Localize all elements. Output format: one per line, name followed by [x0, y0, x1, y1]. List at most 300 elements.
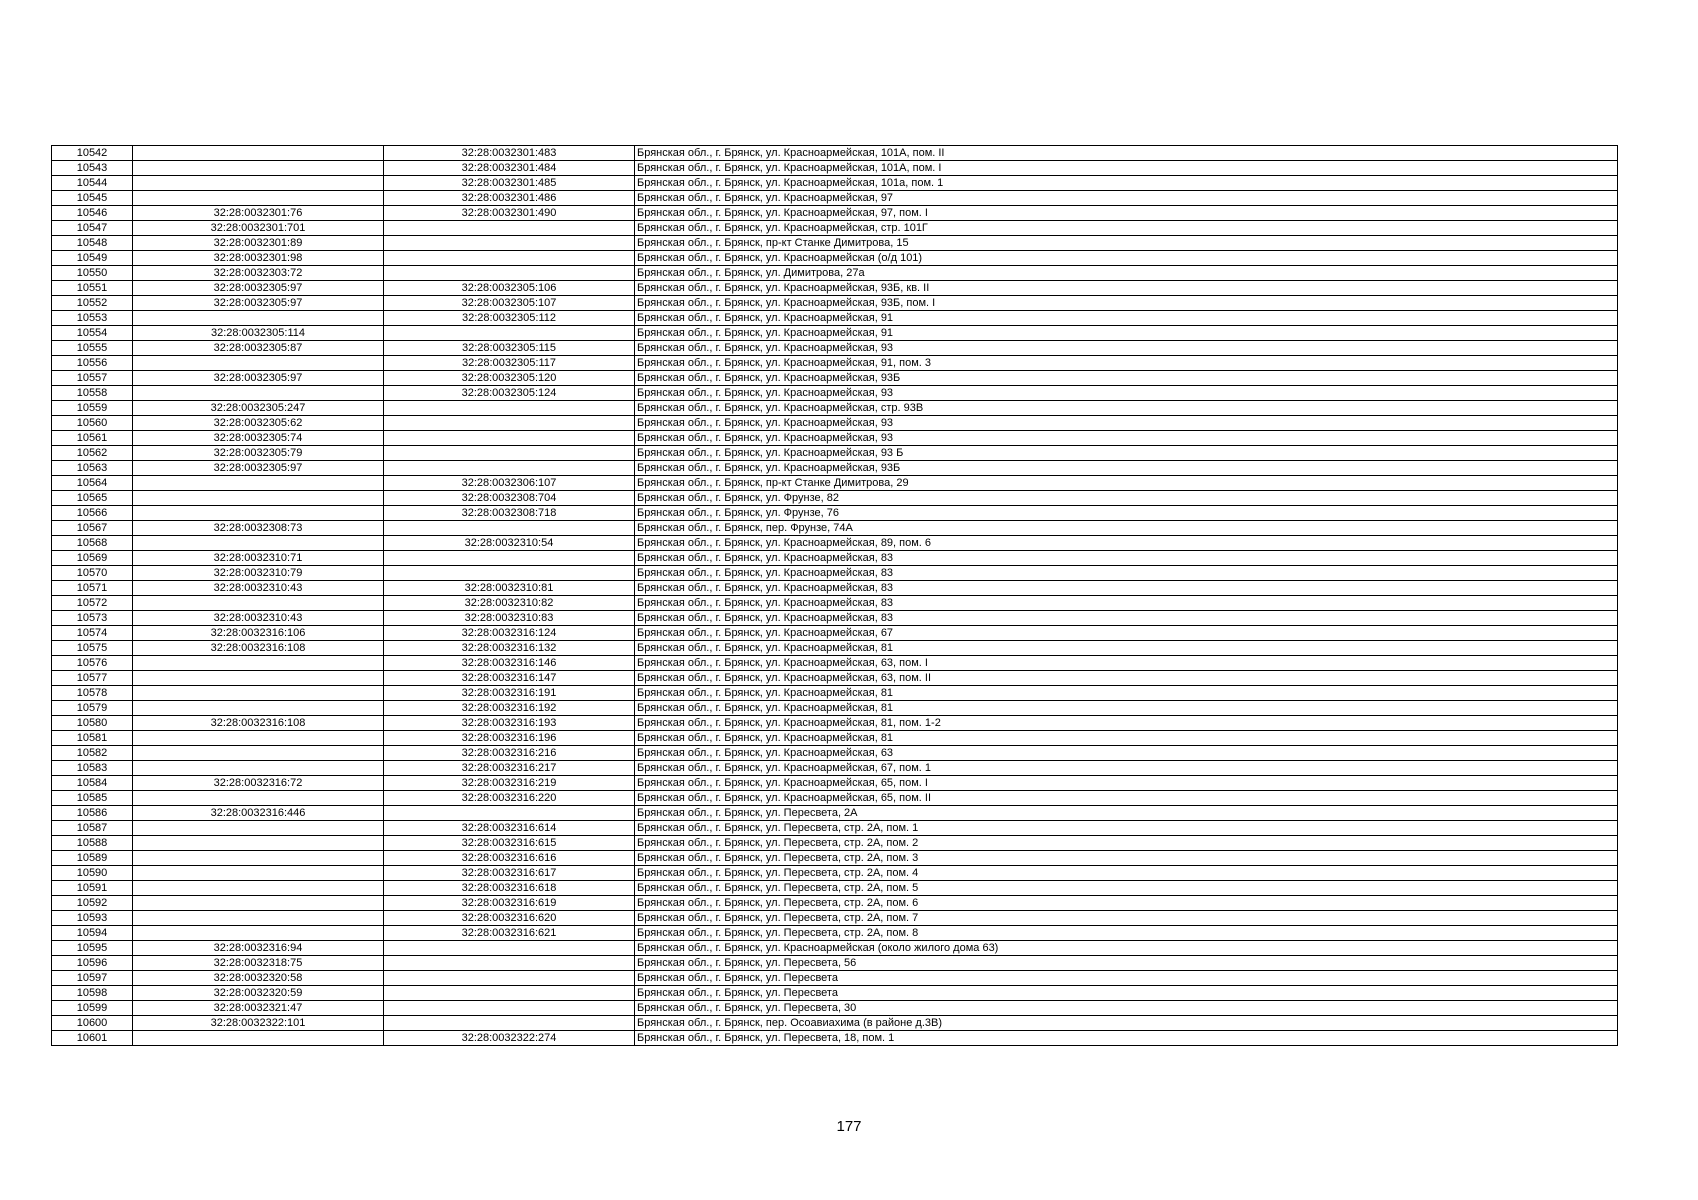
table-row: [52, 1031, 1618, 1046]
object-cadastral-number-cell: [384, 1001, 635, 1016]
row-number-cell: 10583: [52, 761, 133, 776]
table-row: [52, 251, 1618, 266]
table-row: [52, 686, 1618, 701]
object-cadastral-number-cell: 32:28:0032305:117: [384, 356, 635, 371]
land-cadastral-number-cell: [133, 881, 384, 896]
land-cadastral-number-cell: [133, 836, 384, 851]
object-cadastral-number-cell: 32:28:0032305:124: [384, 386, 635, 401]
table-row: [52, 521, 1618, 536]
land-cadastral-number-cell: [133, 701, 384, 716]
land-cadastral-number-cell: 32:28:0032308:73: [133, 521, 384, 536]
table-row: [52, 581, 1618, 596]
table-row: [52, 206, 1618, 221]
object-cadastral-number-cell: [384, 251, 635, 266]
address-cell: Брянская обл., г. Брянск, ул. Красноармейская, 101А, пом. I: [635, 161, 1618, 176]
table-row: [52, 326, 1618, 341]
address-cell: Брянская обл., г. Брянск, ул. Красноармейская, 81: [635, 701, 1618, 716]
object-cadastral-number-cell: [384, 521, 635, 536]
object-cadastral-number-cell: 32:28:0032301:485: [384, 176, 635, 191]
address-cell: Брянская обл., г. Брянск, ул. Красноармейская, 91, пом. 3: [635, 356, 1618, 371]
row-number-cell: 10558: [52, 386, 133, 401]
table-row: [52, 806, 1618, 821]
row-number-cell: 10567: [52, 521, 133, 536]
object-cadastral-number-cell: [384, 401, 635, 416]
address-cell: Брянская обл., г. Брянск, пер. Осоавиахима (в районе д.3В): [635, 1016, 1618, 1031]
land-cadastral-number-cell: 32:28:0032316:72: [133, 776, 384, 791]
table-row: [52, 941, 1618, 956]
table-row: [52, 701, 1618, 716]
table-row: [52, 836, 1618, 851]
registry-table-body: [52, 146, 1618, 1046]
table-row: [52, 341, 1618, 356]
address-cell: Брянская обл., г. Брянск, ул. Пересвета, стр. 2А, пом. 2: [635, 836, 1618, 851]
land-cadastral-number-cell: 32:28:0032305:87: [133, 341, 384, 356]
row-number-cell: 10592: [52, 896, 133, 911]
address-cell: Брянская обл., г. Брянск, ул. Красноармейская, 81: [635, 731, 1618, 746]
address-cell: Брянская обл., г. Брянск, ул. Красноармейская, 97, пом. I: [635, 206, 1618, 221]
address-cell: Брянская обл., г. Брянск, ул. Красноармейская, 93: [635, 341, 1618, 356]
object-cadastral-number-cell: 32:28:0032316:147: [384, 671, 635, 686]
row-number-cell: 10586: [52, 806, 133, 821]
object-cadastral-number-cell: 32:28:0032310:54: [384, 536, 635, 551]
address-cell: Брянская обл., г. Брянск, ул. Красноармейская, 63, пом. I: [635, 656, 1618, 671]
object-cadastral-number-cell: [384, 221, 635, 236]
object-cadastral-number-cell: [384, 1016, 635, 1031]
land-cadastral-number-cell: 32:28:0032303:72: [133, 266, 384, 281]
address-cell: Брянская обл., г. Брянск, ул. Красноармейская, стр. 101Г: [635, 221, 1618, 236]
address-cell: Брянская обл., г. Брянск, ул. Красноармейская, 81: [635, 686, 1618, 701]
table-row: [52, 311, 1618, 326]
row-number-cell: 10553: [52, 311, 133, 326]
address-cell: Брянская обл., г. Брянск, ул. Пересвета, стр. 2А, пом. 5: [635, 881, 1618, 896]
row-number-cell: 10587: [52, 821, 133, 836]
land-cadastral-number-cell: [133, 926, 384, 941]
row-number-cell: 10593: [52, 911, 133, 926]
row-number-cell: 10561: [52, 431, 133, 446]
object-cadastral-number-cell: 32:28:0032316:124: [384, 626, 635, 641]
address-cell: Брянская обл., г. Брянск, ул. Пересвета, стр. 2А, пом. 7: [635, 911, 1618, 926]
land-cadastral-number-cell: 32:28:0032305:79: [133, 446, 384, 461]
object-cadastral-number-cell: [384, 416, 635, 431]
row-number-cell: 10590: [52, 866, 133, 881]
row-number-cell: 10559: [52, 401, 133, 416]
object-cadastral-number-cell: 32:28:0032316:217: [384, 761, 635, 776]
land-cadastral-number-cell: [133, 476, 384, 491]
land-cadastral-number-cell: 32:28:0032320:58: [133, 971, 384, 986]
object-cadastral-number-cell: 32:28:0032301:490: [384, 206, 635, 221]
table-row: [52, 851, 1618, 866]
table-row: [52, 536, 1618, 551]
address-cell: Брянская обл., г. Брянск, ул. Красноармейская, 93Б: [635, 461, 1618, 476]
table-row: [52, 746, 1618, 761]
table-row: [52, 191, 1618, 206]
table-row: [52, 506, 1618, 521]
row-number-cell: 10571: [52, 581, 133, 596]
land-cadastral-number-cell: 32:28:0032310:79: [133, 566, 384, 581]
row-number-cell: 10594: [52, 926, 133, 941]
land-cadastral-number-cell: [133, 656, 384, 671]
table-row: [52, 416, 1618, 431]
row-number-cell: 10581: [52, 731, 133, 746]
object-cadastral-number-cell: 32:28:0032316:617: [384, 866, 635, 881]
object-cadastral-number-cell: [384, 551, 635, 566]
address-cell: Брянская обл., г. Брянск, ул. Красноармейская, 83: [635, 551, 1618, 566]
row-number-cell: 10550: [52, 266, 133, 281]
address-cell: Брянская обл., г. Брянск, ул. Пересвета, 30: [635, 1001, 1618, 1016]
land-cadastral-number-cell: 32:28:0032322:101: [133, 1016, 384, 1031]
address-cell: Брянская обл., г. Брянск, ул. Красноармейская, 67: [635, 626, 1618, 641]
row-number-cell: 10554: [52, 326, 133, 341]
address-cell: Брянская обл., г. Брянск, ул. Красноармейская, 81: [635, 641, 1618, 656]
row-number-cell: 10552: [52, 296, 133, 311]
object-cadastral-number-cell: 32:28:0032316:146: [384, 656, 635, 671]
row-number-cell: 10545: [52, 191, 133, 206]
object-cadastral-number-cell: [384, 326, 635, 341]
land-cadastral-number-cell: 32:28:0032301:89: [133, 236, 384, 251]
land-cadastral-number-cell: 32:28:0032305:62: [133, 416, 384, 431]
land-cadastral-number-cell: [133, 866, 384, 881]
table-row: [52, 956, 1618, 971]
address-cell: Брянская обл., г. Брянск, ул. Красноармейская, 91: [635, 326, 1618, 341]
row-number-cell: 10549: [52, 251, 133, 266]
table-row: [52, 176, 1618, 191]
table-row: [52, 911, 1618, 926]
row-number-cell: 10577: [52, 671, 133, 686]
land-cadastral-number-cell: 32:28:0032305:97: [133, 461, 384, 476]
object-cadastral-number-cell: 32:28:0032306:107: [384, 476, 635, 491]
object-cadastral-number-cell: 32:28:0032316:192: [384, 701, 635, 716]
table-row: [52, 926, 1618, 941]
land-cadastral-number-cell: [133, 896, 384, 911]
address-cell: Брянская обл., г. Брянск, ул. Пересвета, стр. 2А, пом. 4: [635, 866, 1618, 881]
land-cadastral-number-cell: [133, 731, 384, 746]
registry-table: [51, 145, 1618, 1046]
row-number-cell: 10555: [52, 341, 133, 356]
table-row: [52, 731, 1618, 746]
table-row: [52, 356, 1618, 371]
object-cadastral-number-cell: 32:28:0032316:193: [384, 716, 635, 731]
land-cadastral-number-cell: [133, 671, 384, 686]
table-row: [52, 1016, 1618, 1031]
table-row: [52, 626, 1618, 641]
table-row: [52, 161, 1618, 176]
land-cadastral-number-cell: [133, 746, 384, 761]
row-number-cell: 10564: [52, 476, 133, 491]
object-cadastral-number-cell: [384, 971, 635, 986]
land-cadastral-number-cell: 32:28:0032301:98: [133, 251, 384, 266]
table-row: [52, 776, 1618, 791]
land-cadastral-number-cell: [133, 161, 384, 176]
address-cell: Брянская обл., г. Брянск, ул. Красноармейская, 65, пом. I: [635, 776, 1618, 791]
row-number-cell: 10562: [52, 446, 133, 461]
object-cadastral-number-cell: [384, 461, 635, 476]
address-cell: Брянская обл., г. Брянск, пр-кт Станке Димитрова, 15: [635, 236, 1618, 251]
table-row: [52, 821, 1618, 836]
object-cadastral-number-cell: 32:28:0032305:115: [384, 341, 635, 356]
address-cell: Брянская обл., г. Брянск, ул. Пересвета: [635, 986, 1618, 1001]
table-row: [52, 971, 1618, 986]
address-cell: Брянская обл., г. Брянск, ул. Пересвета, 56: [635, 956, 1618, 971]
land-cadastral-number-cell: 32:28:0032305:114: [133, 326, 384, 341]
table-row: [52, 476, 1618, 491]
land-cadastral-number-cell: 32:28:0032316:446: [133, 806, 384, 821]
address-cell: Брянская обл., г. Брянск, ул. Красноармейская, 93: [635, 386, 1618, 401]
address-cell: Брянская обл., г. Брянск, ул. Красноармейская, 93Б, кв. II: [635, 281, 1618, 296]
object-cadastral-number-cell: 32:28:0032301:486: [384, 191, 635, 206]
object-cadastral-number-cell: 32:28:0032316:196: [384, 731, 635, 746]
object-cadastral-number-cell: [384, 956, 635, 971]
table-row: [52, 386, 1618, 401]
address-cell: Брянская обл., г. Брянск, ул. Пересвета, стр. 2А, пом. 1: [635, 821, 1618, 836]
table-row: [52, 371, 1618, 386]
land-cadastral-number-cell: 32:28:0032316:108: [133, 641, 384, 656]
address-cell: Брянская обл., г. Брянск, ул. Красноармейская, 93Б, пом. I: [635, 296, 1618, 311]
object-cadastral-number-cell: 32:28:0032322:274: [384, 1031, 635, 1046]
land-cadastral-number-cell: [133, 386, 384, 401]
row-number-cell: 10560: [52, 416, 133, 431]
object-cadastral-number-cell: 32:28:0032301:484: [384, 161, 635, 176]
row-number-cell: 10548: [52, 236, 133, 251]
table-row: [52, 641, 1618, 656]
address-cell: Брянская обл., г. Брянск, пр-кт Станке Димитрова, 29: [635, 476, 1618, 491]
table-row: [52, 281, 1618, 296]
table-row: [52, 596, 1618, 611]
row-number-cell: 10563: [52, 461, 133, 476]
object-cadastral-number-cell: 32:28:0032316:615: [384, 836, 635, 851]
land-cadastral-number-cell: [133, 821, 384, 836]
address-cell: Брянская обл., г. Брянск, ул. Красноармейская, 65, пом. II: [635, 791, 1618, 806]
address-cell: Брянская обл., г. Брянск, ул. Красноармейская, 83: [635, 581, 1618, 596]
object-cadastral-number-cell: 32:28:0032301:483: [384, 146, 635, 161]
address-cell: Брянская обл., г. Брянск, ул. Красноармейская, 101А, пом. II: [635, 146, 1618, 161]
row-number-cell: 10582: [52, 746, 133, 761]
row-number-cell: 10589: [52, 851, 133, 866]
table-row: [52, 491, 1618, 506]
object-cadastral-number-cell: 32:28:0032316:216: [384, 746, 635, 761]
object-cadastral-number-cell: 32:28:0032316:621: [384, 926, 635, 941]
address-cell: Брянская обл., г. Брянск, ул. Красноармейская, 83: [635, 566, 1618, 581]
land-cadastral-number-cell: [133, 791, 384, 806]
table-row: [52, 881, 1618, 896]
object-cadastral-number-cell: 32:28:0032305:106: [384, 281, 635, 296]
table-row: [52, 896, 1618, 911]
row-number-cell: 10598: [52, 986, 133, 1001]
land-cadastral-number-cell: 32:28:0032310:71: [133, 551, 384, 566]
address-cell: Брянская обл., г. Брянск, ул. Красноармейская, 63: [635, 746, 1618, 761]
object-cadastral-number-cell: [384, 431, 635, 446]
address-cell: Брянская обл., г. Брянск, ул. Красноармейская, 63, пом. II: [635, 671, 1618, 686]
row-number-cell: 10566: [52, 506, 133, 521]
table-row: [52, 716, 1618, 731]
object-cadastral-number-cell: 32:28:0032310:82: [384, 596, 635, 611]
address-cell: Брянская обл., г. Брянск, ул. Красноармейская, 101а, пом. 1: [635, 176, 1618, 191]
object-cadastral-number-cell: 32:28:0032316:219: [384, 776, 635, 791]
address-cell: Брянская обл., г. Брянск, ул. Красноармейская, 91: [635, 311, 1618, 326]
row-number-cell: 10551: [52, 281, 133, 296]
land-cadastral-number-cell: 32:28:0032305:247: [133, 401, 384, 416]
row-number-cell: 10543: [52, 161, 133, 176]
object-cadastral-number-cell: 32:28:0032316:191: [384, 686, 635, 701]
land-cadastral-number-cell: [133, 491, 384, 506]
object-cadastral-number-cell: 32:28:0032305:107: [384, 296, 635, 311]
object-cadastral-number-cell: [384, 236, 635, 251]
table-row: [52, 446, 1618, 461]
address-cell: Брянская обл., г. Брянск, ул. Красноармейская, 89, пом. 6: [635, 536, 1618, 551]
address-cell: Брянская обл., г. Брянск, ул. Пересвета: [635, 971, 1618, 986]
table-row: [52, 761, 1618, 776]
land-cadastral-number-cell: 32:28:0032321:47: [133, 1001, 384, 1016]
table-row: [52, 146, 1618, 161]
land-cadastral-number-cell: [133, 191, 384, 206]
row-number-cell: 10576: [52, 656, 133, 671]
row-number-cell: 10573: [52, 611, 133, 626]
land-cadastral-number-cell: [133, 911, 384, 926]
table-row: [52, 551, 1618, 566]
row-number-cell: 10572: [52, 596, 133, 611]
address-cell: Брянская обл., г. Брянск, ул. Красноармейская, 83: [635, 596, 1618, 611]
object-cadastral-number-cell: 32:28:0032316:132: [384, 641, 635, 656]
table-row: [52, 431, 1618, 446]
object-cadastral-number-cell: 32:28:0032308:718: [384, 506, 635, 521]
object-cadastral-number-cell: 32:28:0032305:120: [384, 371, 635, 386]
table-row: [52, 296, 1618, 311]
row-number-cell: 10591: [52, 881, 133, 896]
object-cadastral-number-cell: 32:28:0032316:619: [384, 896, 635, 911]
row-number-cell: 10578: [52, 686, 133, 701]
object-cadastral-number-cell: [384, 806, 635, 821]
land-cadastral-number-cell: [133, 311, 384, 326]
land-cadastral-number-cell: 32:28:0032316:108: [133, 716, 384, 731]
land-cadastral-number-cell: 32:28:0032305:97: [133, 296, 384, 311]
land-cadastral-number-cell: [133, 851, 384, 866]
land-cadastral-number-cell: 32:28:0032310:43: [133, 611, 384, 626]
address-cell: Брянская обл., г. Брянск, ул. Красноармейская, 93: [635, 416, 1618, 431]
land-cadastral-number-cell: [133, 506, 384, 521]
table-row: [52, 791, 1618, 806]
address-cell: Брянская обл., г. Брянск, ул. Красноармейская, 93 Б: [635, 446, 1618, 461]
address-cell: Брянская обл., г. Брянск, ул. Красноармейская (около жилого дома 63): [635, 941, 1618, 956]
address-cell: Брянская обл., г. Брянск, ул. Красноармейская, стр. 93В: [635, 401, 1618, 416]
land-cadastral-number-cell: [133, 596, 384, 611]
table-row: [52, 266, 1618, 281]
row-number-cell: 10556: [52, 356, 133, 371]
row-number-cell: 10565: [52, 491, 133, 506]
row-number-cell: 10569: [52, 551, 133, 566]
row-number-cell: 10595: [52, 941, 133, 956]
object-cadastral-number-cell: 32:28:0032316:614: [384, 821, 635, 836]
table-row: [52, 656, 1618, 671]
table-row: [52, 671, 1618, 686]
address-cell: Брянская обл., г. Брянск, ул. Пересвета, стр. 2А, пом. 8: [635, 926, 1618, 941]
row-number-cell: 10574: [52, 626, 133, 641]
land-cadastral-number-cell: 32:28:0032318:75: [133, 956, 384, 971]
object-cadastral-number-cell: [384, 446, 635, 461]
address-cell: Брянская обл., г. Брянск, ул. Пересвета, 18, пом. 1: [635, 1031, 1618, 1046]
object-cadastral-number-cell: [384, 566, 635, 581]
object-cadastral-number-cell: [384, 941, 635, 956]
row-number-cell: 10547: [52, 221, 133, 236]
row-number-cell: 10557: [52, 371, 133, 386]
address-cell: Брянская обл., г. Брянск, ул. Димитрова, 27а: [635, 266, 1618, 281]
land-cadastral-number-cell: 32:28:0032301:701: [133, 221, 384, 236]
address-cell: Брянская обл., г. Брянск, ул. Пересвета, 2А: [635, 806, 1618, 821]
address-cell: Брянская обл., г. Брянск, ул. Красноармейская, 81, пом. 1-2: [635, 716, 1618, 731]
land-cadastral-number-cell: 32:28:0032320:59: [133, 986, 384, 1001]
address-cell: Брянская обл., г. Брянск, ул. Красноармейская, 93Б: [635, 371, 1618, 386]
land-cadastral-number-cell: [133, 146, 384, 161]
object-cadastral-number-cell: 32:28:0032316:620: [384, 911, 635, 926]
address-cell: Брянская обл., г. Брянск, ул. Красноармейская, 67, пом. 1: [635, 761, 1618, 776]
address-cell: Брянская обл., г. Брянск, ул. Фрунзе, 76: [635, 506, 1618, 521]
row-number-cell: 10596: [52, 956, 133, 971]
row-number-cell: 10597: [52, 971, 133, 986]
land-cadastral-number-cell: 32:28:0032316:106: [133, 626, 384, 641]
row-number-cell: 10580: [52, 716, 133, 731]
object-cadastral-number-cell: 32:28:0032316:220: [384, 791, 635, 806]
table-row: [52, 221, 1618, 236]
row-number-cell: 10585: [52, 791, 133, 806]
object-cadastral-number-cell: [384, 266, 635, 281]
row-number-cell: 10568: [52, 536, 133, 551]
row-number-cell: 10588: [52, 836, 133, 851]
object-cadastral-number-cell: 32:28:0032310:81: [384, 581, 635, 596]
land-cadastral-number-cell: 32:28:0032305:97: [133, 371, 384, 386]
object-cadastral-number-cell: [384, 986, 635, 1001]
row-number-cell: 10584: [52, 776, 133, 791]
table-row: [52, 1001, 1618, 1016]
row-number-cell: 10600: [52, 1016, 133, 1031]
land-cadastral-number-cell: [133, 1031, 384, 1046]
land-cadastral-number-cell: [133, 356, 384, 371]
row-number-cell: 10542: [52, 146, 133, 161]
table-row: [52, 986, 1618, 1001]
land-cadastral-number-cell: [133, 686, 384, 701]
row-number-cell: 10544: [52, 176, 133, 191]
object-cadastral-number-cell: 32:28:0032305:112: [384, 311, 635, 326]
land-cadastral-number-cell: 32:28:0032316:94: [133, 941, 384, 956]
address-cell: Брянская обл., г. Брянск, ул. Красноармейская, 97: [635, 191, 1618, 206]
row-number-cell: 10575: [52, 641, 133, 656]
row-number-cell: 10601: [52, 1031, 133, 1046]
table-row: [52, 611, 1618, 626]
table-row: [52, 236, 1618, 251]
address-cell: Брянская обл., г. Брянск, ул. Пересвета, стр. 2А, пом. 3: [635, 851, 1618, 866]
land-cadastral-number-cell: [133, 176, 384, 191]
address-cell: Брянская обл., г. Брянск, ул. Красноармейская (о/д 101): [635, 251, 1618, 266]
row-number-cell: 10579: [52, 701, 133, 716]
object-cadastral-number-cell: 32:28:0032310:83: [384, 611, 635, 626]
table-row: [52, 866, 1618, 881]
land-cadastral-number-cell: 32:28:0032305:74: [133, 431, 384, 446]
land-cadastral-number-cell: [133, 536, 384, 551]
land-cadastral-number-cell: 32:28:0032310:43: [133, 581, 384, 596]
land-cadastral-number-cell: [133, 761, 384, 776]
row-number-cell: 10546: [52, 206, 133, 221]
address-cell: Брянская обл., г. Брянск, ул. Красноармейская, 83: [635, 611, 1618, 626]
table-row: [52, 401, 1618, 416]
address-cell: Брянская обл., г. Брянск, ул. Фрунзе, 82: [635, 491, 1618, 506]
page-number: 177: [836, 1118, 862, 1135]
object-cadastral-number-cell: 32:28:0032316:616: [384, 851, 635, 866]
table-row: [52, 461, 1618, 476]
table-row: [52, 566, 1618, 581]
row-number-cell: 10570: [52, 566, 133, 581]
object-cadastral-number-cell: 32:28:0032316:618: [384, 881, 635, 896]
address-cell: Брянская обл., г. Брянск, ул. Пересвета, стр. 2А, пом. 6: [635, 896, 1618, 911]
address-cell: Брянская обл., г. Брянск, ул. Красноармейская, 93: [635, 431, 1618, 446]
address-cell: Брянская обл., г. Брянск, пер. Фрунзе, 74А: [635, 521, 1618, 536]
land-cadastral-number-cell: 32:28:0032301:76: [133, 206, 384, 221]
